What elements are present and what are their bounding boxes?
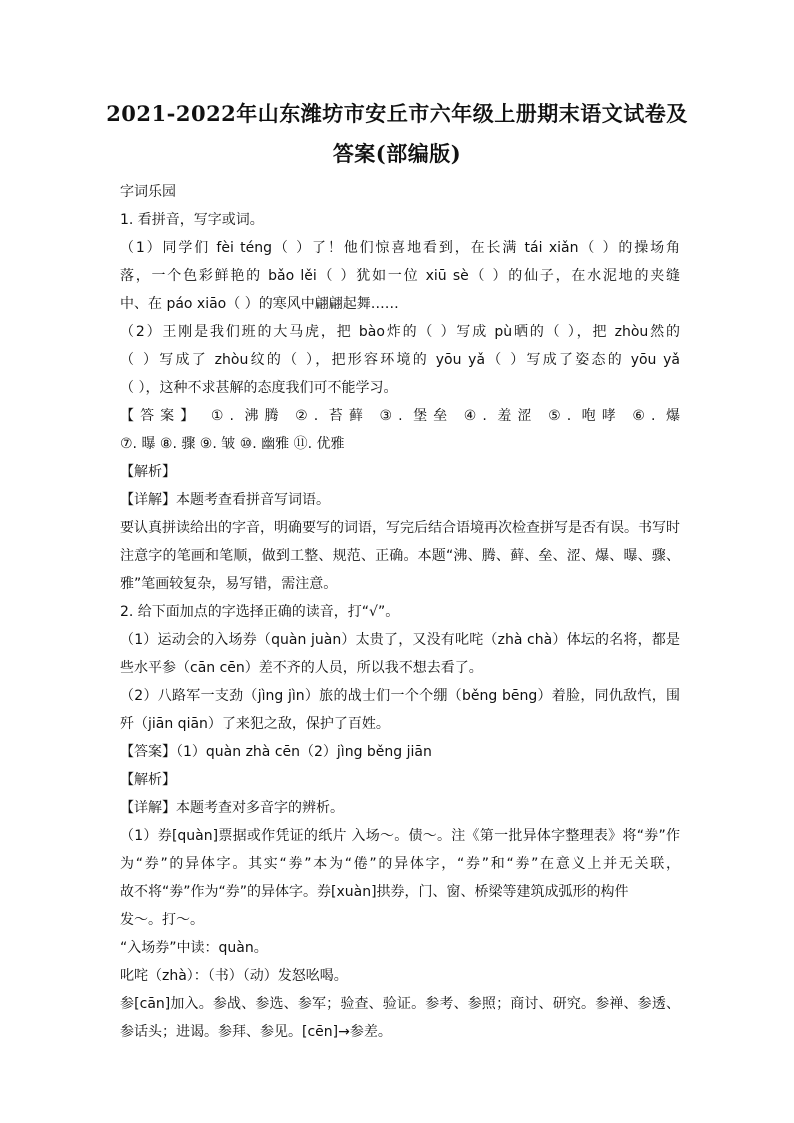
text-line: 中、在 páo xiāo（ ）的寒风中翩翩起舞……: [120, 296, 399, 312]
text-line: 歼（jiān qiān）了来犯之敌，保护了百姓。: [120, 716, 390, 732]
text-line: （1）同学们 fèi téng（ ）了！他们惊喜地看到，在长满 tái xiǎn（ ）的操场角: [120, 240, 680, 256]
text-line: 要认真拼读给出的字音，明确要写的词语，写完后结合语境再次检查拼写是否有误。书写时: [120, 520, 680, 536]
text-line: 注意字的笔画和笔顺，做到工整、规范、正确。本题“沸、腾、藓、垒、涩、爆、曝、骤、: [120, 548, 680, 564]
text-line: （2）八路军一支劲（jìng jìn）旅的战士们一个个绷（běng bēng）着脸，同仇敌忾，围: [120, 688, 680, 704]
text-line: （1）券[quàn]票据或作凭证的纸片 入场～。债～。注《第一批异体字整理表》将“劵”作: [120, 828, 680, 844]
document-body: [120, 178, 680, 1046]
text-line: 【答案】 ①. 沸腾 ②. 苔藓 ③. 堡垒 ④. 羞涩 ⑤. 咆哮 ⑥. 爆: [120, 408, 680, 424]
text-line: 【解析】: [120, 772, 176, 788]
text-line: 为“券”的异体字。其实“劵”本为“倦”的异体字，“券”和“劵”在意义上并无关联，: [120, 856, 680, 872]
text-line: 参[cān]加入。参战、参选、参军；验查、验证。参考、参照；商讨、研究。参禅、参透、: [120, 996, 680, 1012]
text-line: “入场券”中读：quàn。: [120, 940, 268, 956]
text-line: （ ）写成了 zhòu纹的（ ），把形容环境的 yōu yǎ（ ）写成了姿态的 yōu yǎ: [120, 352, 680, 368]
text-line: ⑦. 曝 ⑧. 骤 ⑨. 皱 ⑩. 幽雅 ⑪. 优雅: [120, 436, 345, 452]
text-line: 故不将“劵”作为“券”的异体字。券[xuàn]拱券，门、窗、桥梁等建筑成弧形的构件: [120, 884, 629, 900]
text-line: 【详解】本题考查对多音字的辨析。: [120, 800, 344, 816]
text-line: 些水平参（cān cēn）差不齐的人员，所以我不想去看了。: [120, 660, 483, 676]
text-line: 2. 给下面加点的字选择正确的读音，打“√”。: [120, 604, 400, 620]
text-line: （2）王刚是我们班的大马虎，把 bào炸的（ ）写成 pù晒的（ ），把 zhòu然的: [120, 324, 680, 340]
text-line: 参话头；进谒。参拜、参见。[cēn]→参差。: [120, 1024, 392, 1040]
text-line: 【详解】本题考查看拼音写词语。: [120, 492, 330, 508]
text-line: 【答案】（1）quàn zhà cēn（2）jìng běng jiān: [120, 744, 432, 760]
page-title-continued: 答案(部编版): [332, 141, 462, 166]
page-title: 2021-2022年山东潍坊市安丘市六年级上册期末语文试卷及: [106, 101, 688, 126]
text-line: 1. 看拼音，写字或词。: [120, 212, 264, 228]
text-line: 叱咤（zhà）：（书）（动）发怒吆喝。: [120, 968, 348, 984]
text-line: 落，一个色彩鲜艳的 bǎo lěi（ ）犹如一位 xiū sè（ ）的仙子，在水泥地的夹缝: [120, 268, 680, 284]
text-line: 【解析】: [120, 464, 176, 480]
text-line: 字词乐园: [120, 184, 176, 200]
text-line: （ ），这种不求甚解的态度我们可不能学习。: [120, 380, 398, 396]
text-line: 雅”笔画较复杂，易写错，需注意。: [120, 576, 338, 592]
text-line: 发～。打～。: [120, 912, 204, 928]
text-line: （1）运动会的入场券（quàn juàn）太贵了，又没有叱咤（zhà chà）体坛的名将，都是: [120, 632, 680, 648]
